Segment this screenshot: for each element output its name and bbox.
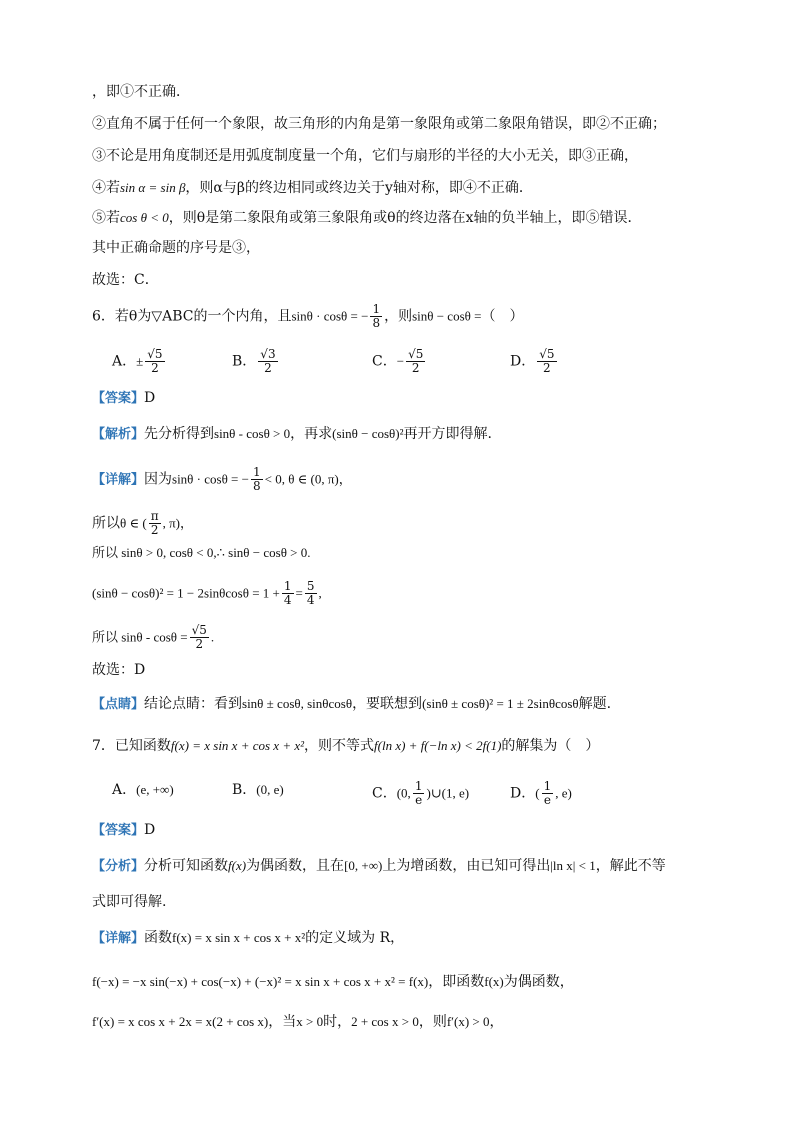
note-line: 【点睛】结论点睛：看到sinθ ± cosθ, sinθcosθ，要联想到(sinθ ± cosθ)² = 1 ± 2sinθcosθ解题. xyxy=(92,696,612,712)
equation-line: f′(x) = x cos x + 2x = x(2 + cos x)，当x > 0时，2 + cos x > 0，则f′(x) > 0， xyxy=(92,1014,504,1030)
detail-line: 【详解】因为sinθ · cosθ = − $\frac{1}{8}$ < 0, θ ∈ (0, π)， xyxy=(92,465,352,493)
equation-line: f(−x) = −x sin(−x) + cos(−x) + (−x)² = x sin x + cos x + x² = f(x)，即函数f(x)为偶函数， xyxy=(92,974,574,990)
option-a: A．(e, +∞) xyxy=(112,782,174,798)
option-d: D． $\frac{√5}{2}$ xyxy=(510,347,555,375)
text-line: 其中正确命题的序号是③， xyxy=(92,240,260,256)
result-line: 所以 sinθ - cosθ = $\frac{√5}{2}$ . xyxy=(92,623,215,651)
option-b: B．(0, e) xyxy=(232,782,284,798)
question-6-stem: 6．若θ为▽ABC的一个内角，且sinθ · cosθ = − $\frac{1}{8}$ ，则sinθ − cosθ =（ ） xyxy=(92,302,524,330)
answer-line: 【答案】D xyxy=(92,390,156,406)
text-line: ⑤若cos θ < 0，则θ是第二象限角或第三象限角或θ的终边落在x轴的负半轴上，即⑤错误． xyxy=(92,210,642,226)
option-b: B． $\frac{√3}{2}$ xyxy=(232,347,276,375)
text-line: 所以 sinθ > 0, cosθ < 0,∴ sinθ − cosθ > 0. xyxy=(92,545,311,560)
detail-line: 【详解】函数f(x) = x sin x + cos x + x²的定义域为 R， xyxy=(92,930,405,946)
analysis-line: 【解析】先分析得到sinθ - cosθ > 0，再求(sinθ − cosθ)²再开方即得解. xyxy=(92,426,492,442)
text-line: ③不论是用角度制还是用弧度制度量一个角，它们与扇形的半径的大小无关，即③正确， xyxy=(92,148,638,164)
question-7-stem: 7．已知函数f(x) = x sin x + cos x + x²，则不等式f(ln x) + f(−ln x) < 2f(1)的解集为（ ） xyxy=(92,738,600,754)
text-line: 所以θ ∈ ( $\frac{\pi}{2}$ , π)， xyxy=(92,509,193,537)
fraction: $\frac{1}{8}$ xyxy=(372,302,381,330)
option-a: A．± $\frac{√5}{2}$ xyxy=(112,347,163,375)
text-line: 故选：D xyxy=(92,662,146,678)
text-line: 故选：C． xyxy=(92,272,159,288)
option-d: D．( $\frac{1}{e}$ , e) xyxy=(510,779,572,807)
text-line: ，即①不正确． xyxy=(92,84,190,100)
answer-line: 【答案】D xyxy=(92,822,156,838)
text-line: ④若sin α = sin β，则α与β的终边相同或终边关于y轴对称，即④不正确． xyxy=(92,180,533,196)
option-c: C．− $\frac{√5}{2}$ xyxy=(372,347,424,375)
equation-line: (sinθ − cosθ)² = 1 − 2sinθcosθ = 1 + $\frac{1}{4}$ = $\frac{5}{4}$ , xyxy=(92,579,322,607)
analysis-line: 【分析】分析可知函数f(x)为偶函数，且在[0, +∞)上为增函数，由已知可得出|ln x| < 1，解此不等 xyxy=(92,858,666,874)
text-line: 式即可得解. xyxy=(92,894,167,910)
text-line: ②直角不属于任何一个象限，故三角形的内角是第一象限角或第二象限角错误，即②不正确； xyxy=(92,116,666,132)
option-c: C．(0, $\frac{1}{e}$ )∪(1, e) xyxy=(372,779,470,807)
